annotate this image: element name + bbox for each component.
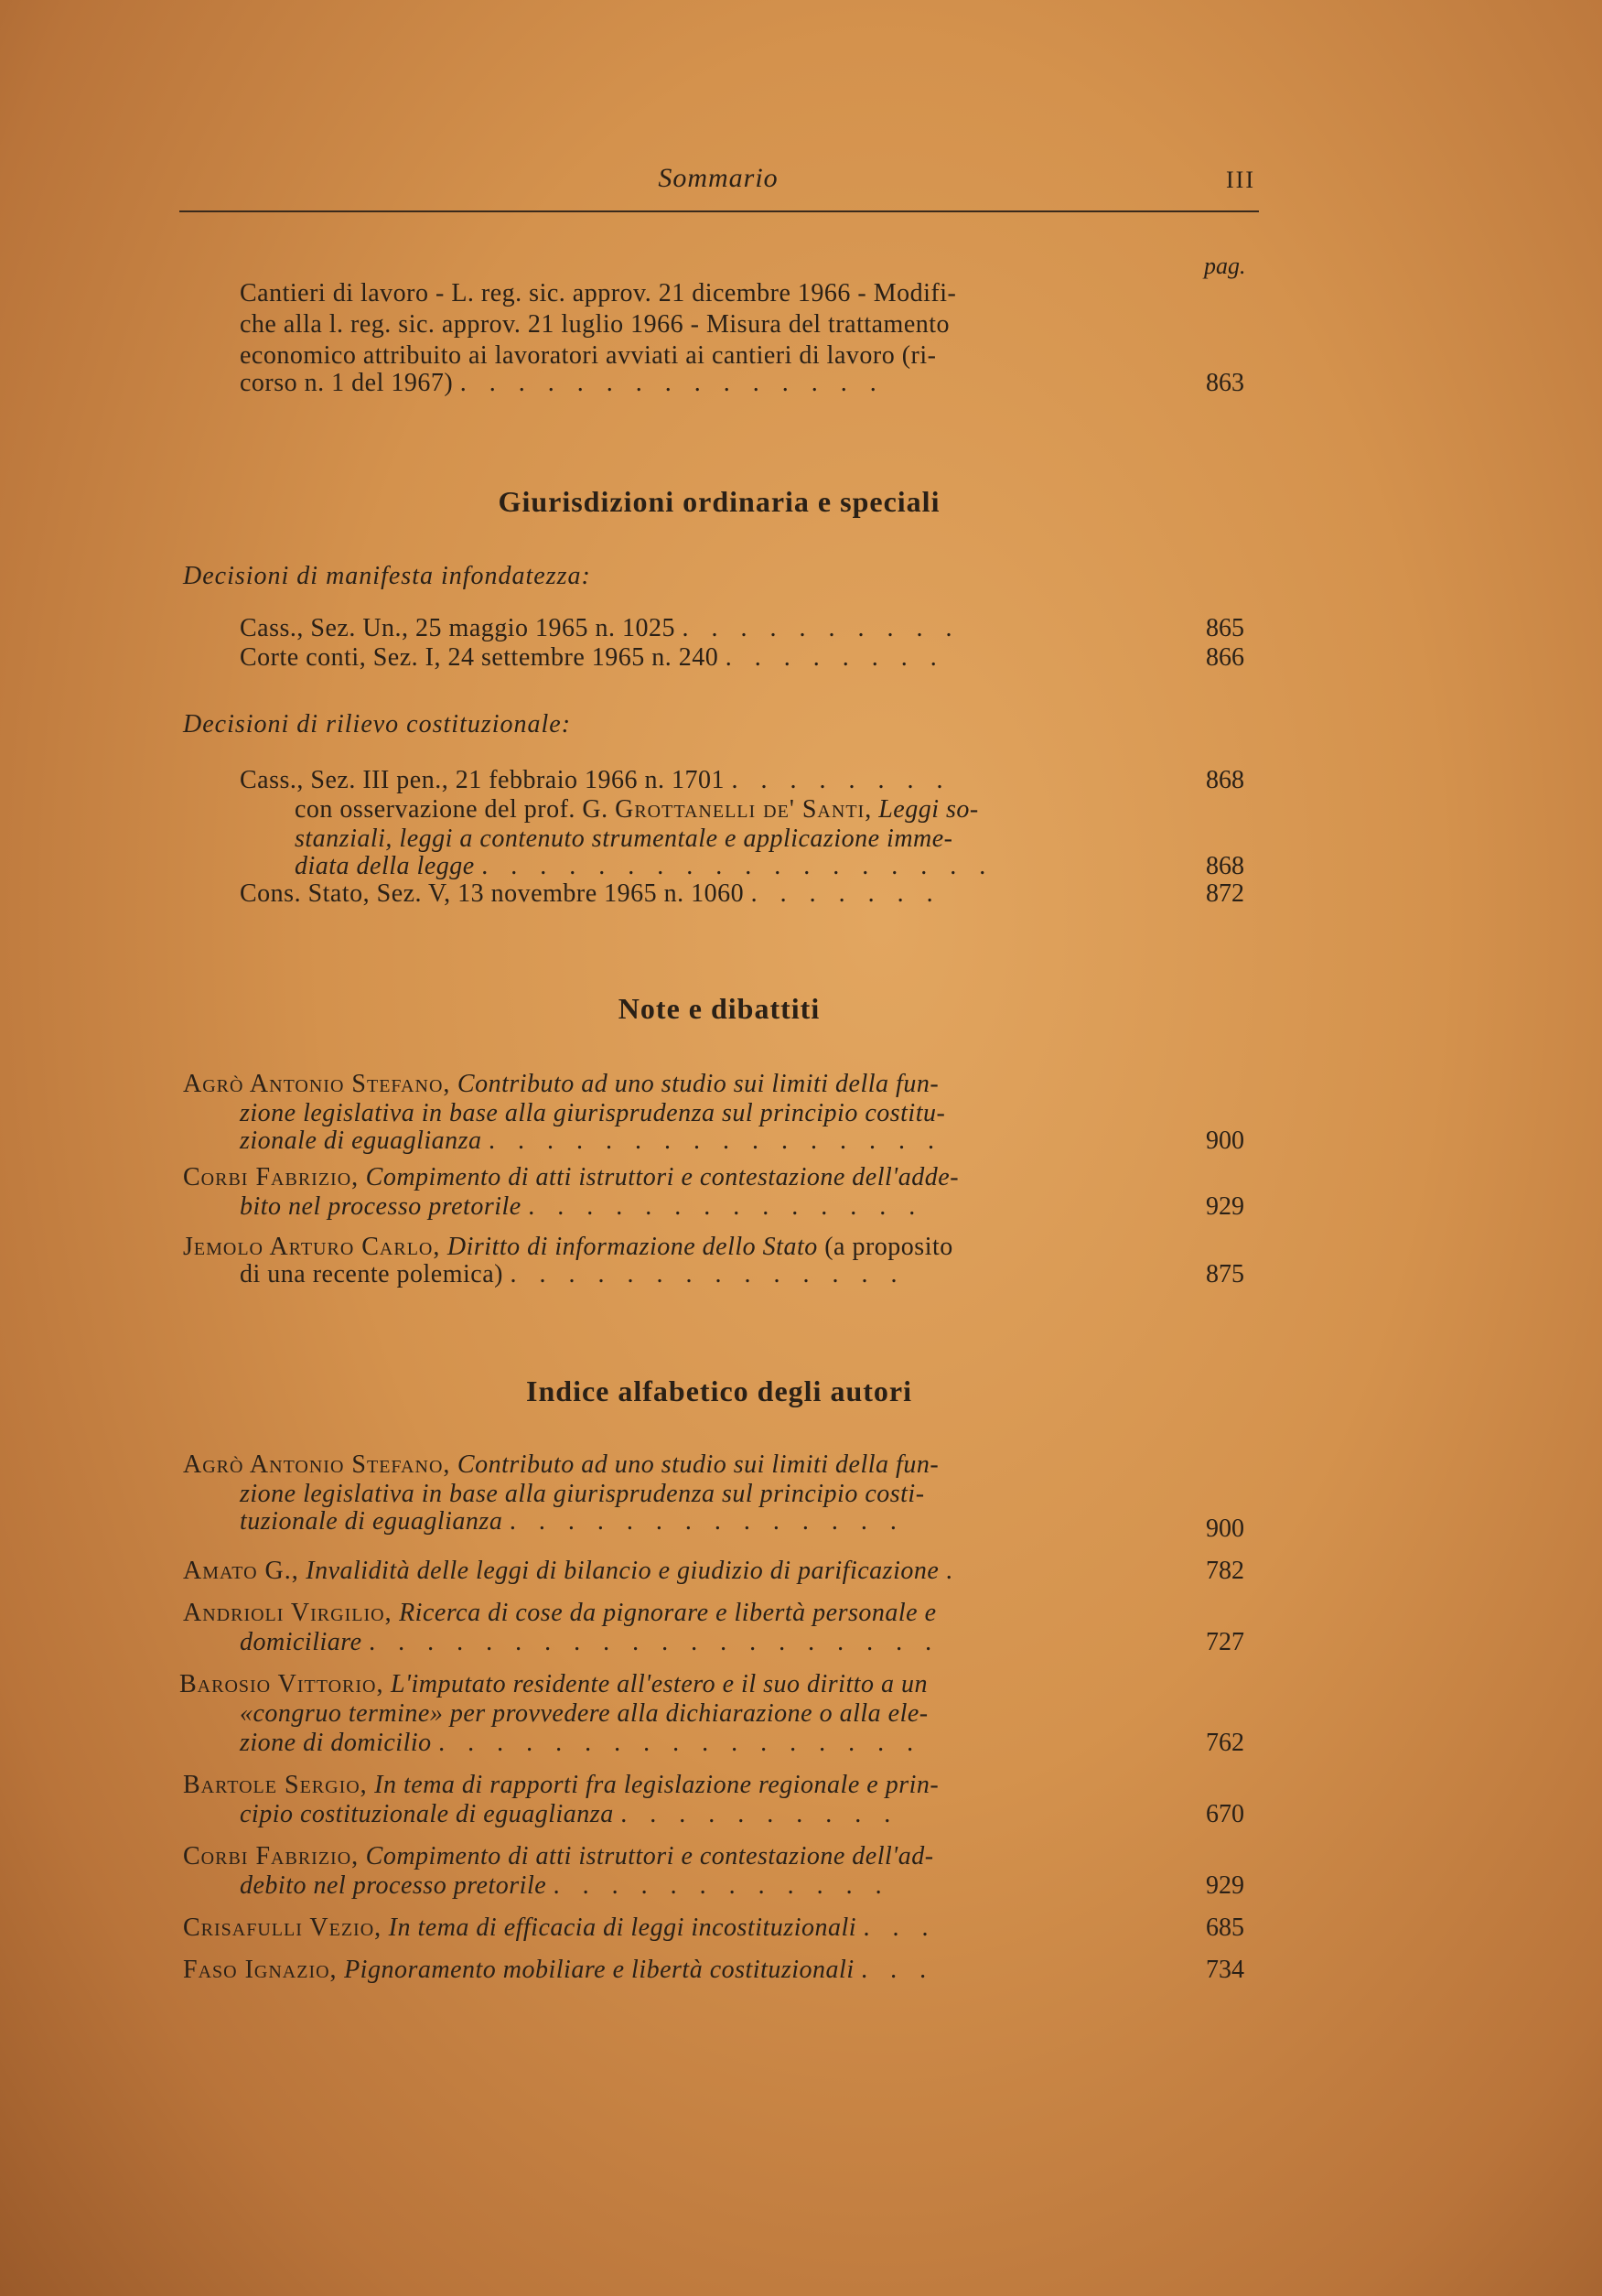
index-entry-3-line-1: Andrioli Virgilio, Ricerca di cose da pignorare e libertà personale e (183, 1599, 937, 1627)
subsection-manifesta: Decisioni di manifesta infondatezza: (183, 562, 591, 590)
rilievo-obs-line-1: con osservazione del prof. G. Grottanelli de' Santi, Leggi so- (295, 795, 979, 824)
index-entry-6-line-1: Corbi Fabrizio, Compimento di atti istruttori e contestazione dell'ad- (183, 1842, 934, 1870)
index-entry-5-line-2: cipio costituzionale di eguaglianza . . . . . . . . . . (240, 1800, 899, 1828)
rilievo-obs-page: 868 (1206, 852, 1244, 880)
index-entry-8-line-1: Faso Ignazio, Pignoramento mobiliare e libertà costituzionali . . . (183, 1956, 935, 1984)
note-entry-3-page: 875 (1206, 1260, 1244, 1288)
index-entry-3-page: 727 (1206, 1628, 1244, 1656)
index-entry-3-line-2: domiciliare . . . . . . . . . . . . . . . . . . . . (240, 1628, 941, 1656)
note-entry-2-line-2: bito nel processo pretorile . . . . . . . . . . . . . . (240, 1192, 924, 1221)
rilievo-item-3-page: 872 (1206, 879, 1244, 908)
note-entry-1-line-2: zione legislativa in base alla giurisprudenza sul principio costitu- (240, 1099, 946, 1127)
index-entry-2-line-1: Amato G., Invalidità delle leggi di bilancio e giudizio di parificazione . (183, 1557, 961, 1585)
index-entry-4-line-2: «congruo termine» per provvedere alla dichiarazione o alla ele- (240, 1699, 929, 1728)
manifesta-item-1-page: 865 (1206, 614, 1244, 642)
note-entry-2-line-1: Corbi Fabrizio, Compimento di atti istruttori e contestazione dell'adde- (183, 1163, 960, 1191)
note-entry-3-line-2: di una recente polemica) . . . . . . . . . . . . . . (240, 1260, 906, 1288)
index-entry-4-line-3: zione di domicilio . . . . . . . . . . . . . . . . . (240, 1729, 922, 1757)
section-title-note: Note e dibattiti (618, 992, 821, 1025)
index-entry-5-page: 670 (1206, 1800, 1244, 1828)
rilievo-item-1: Cass., Sez. III pen., 21 febbraio 1966 n. 1701 . . . . . . . . (240, 766, 952, 794)
running-head-page-number: III (1226, 167, 1255, 193)
note-entry-1-line-1: Agrò Antonio Stefano, Contributo ad uno studio sui limiti della fun- (183, 1070, 940, 1098)
note-entry-1-page: 900 (1206, 1126, 1244, 1155)
index-entry-7-line-1: Crisafulli Vezio, In tema di efficacia di leggi incostituzionali . . . (183, 1913, 937, 1942)
index-entry-1-line-1: Agrò Antonio Stefano, Contributo ad uno studio sui limiti della fun- (183, 1450, 940, 1479)
index-entry-5-line-1: Bartole Sergio, In tema di rapporti fra legislazione regionale e prin- (183, 1771, 940, 1799)
rilievo-item-1-page: 868 (1206, 766, 1244, 794)
index-entry-1-line-3: tuzionale di eguaglianza . . . . . . . . . . . . . . (240, 1507, 905, 1536)
index-entry-1-page: 900 (1206, 1514, 1244, 1543)
subsection-rilievo: Decisioni di rilievo costituzionale: (183, 710, 572, 738)
intro-line-1: Cantieri di lavoro - L. reg. sic. approv. 21 dicembre 1966 - Modifi- (240, 279, 957, 307)
rilievo-obs-line-3: diata della legge . . . . . . . . . . . . . . . . . . (295, 852, 995, 880)
manifesta-item-1: Cass., Sez. Un., 25 maggio 1965 n. 1025 . . . . . . . . . . (240, 614, 961, 642)
index-entry-7-page: 685 (1206, 1913, 1244, 1942)
running-head-title: Sommario (658, 163, 779, 193)
index-entry-4-line-1: Barosio Vittorio, L'imputato residente all'estero e il suo diritto a un (179, 1670, 929, 1698)
intro-line-4: corso n. 1 del 1967) . . . . . . . . . . . . . . . (240, 369, 885, 397)
intro-line-3: economico attribuito ai lavoratori avviati ai cantieri di lavoro (ri- (240, 341, 937, 370)
manifesta-item-2-page: 866 (1206, 643, 1244, 672)
index-entry-6-line-2: debito nel processo pretorile . . . . . . . . . . . . (240, 1871, 890, 1900)
intro-page: 863 (1206, 369, 1244, 397)
header-rule (179, 210, 1259, 212)
note-entry-2-page: 929 (1206, 1192, 1244, 1221)
note-entry-1-line-3: zionale di eguaglianza . . . . . . . . . . . . . . . . (240, 1126, 943, 1155)
section-title-indice: Indice alfabetico degli autori (526, 1374, 912, 1407)
section-title-giurisdizioni: Giurisdizioni ordinaria e speciali (498, 485, 941, 518)
index-entry-8-page: 734 (1206, 1956, 1244, 1984)
pag-label: pag. (1204, 253, 1246, 279)
rilievo-item-3: Cons. Stato, Sez. V, 13 novembre 1965 n. 1060 . . . . . . . (240, 879, 941, 908)
note-entry-3-line-1: Jemolo Arturo Carlo, Diritto di informazione dello Stato (a proposito (183, 1233, 953, 1261)
manifesta-item-2: Corte conti, Sez. I, 24 settembre 1965 n. 240 . . . . . . . . (240, 643, 945, 672)
index-entry-6-page: 929 (1206, 1871, 1244, 1900)
intro-line-2: che alla l. reg. sic. approv. 21 luglio 1966 - Misura del trattamento (240, 310, 951, 339)
index-entry-1-line-2: zione legislativa in base alla giurisprudenza sul principio costi- (240, 1480, 925, 1508)
index-entry-2-page: 782 (1206, 1557, 1244, 1585)
rilievo-obs-line-2: stanziali, leggi a contenuto strumentale e applicazione imme- (295, 825, 953, 853)
index-entry-4-page: 762 (1206, 1729, 1244, 1757)
